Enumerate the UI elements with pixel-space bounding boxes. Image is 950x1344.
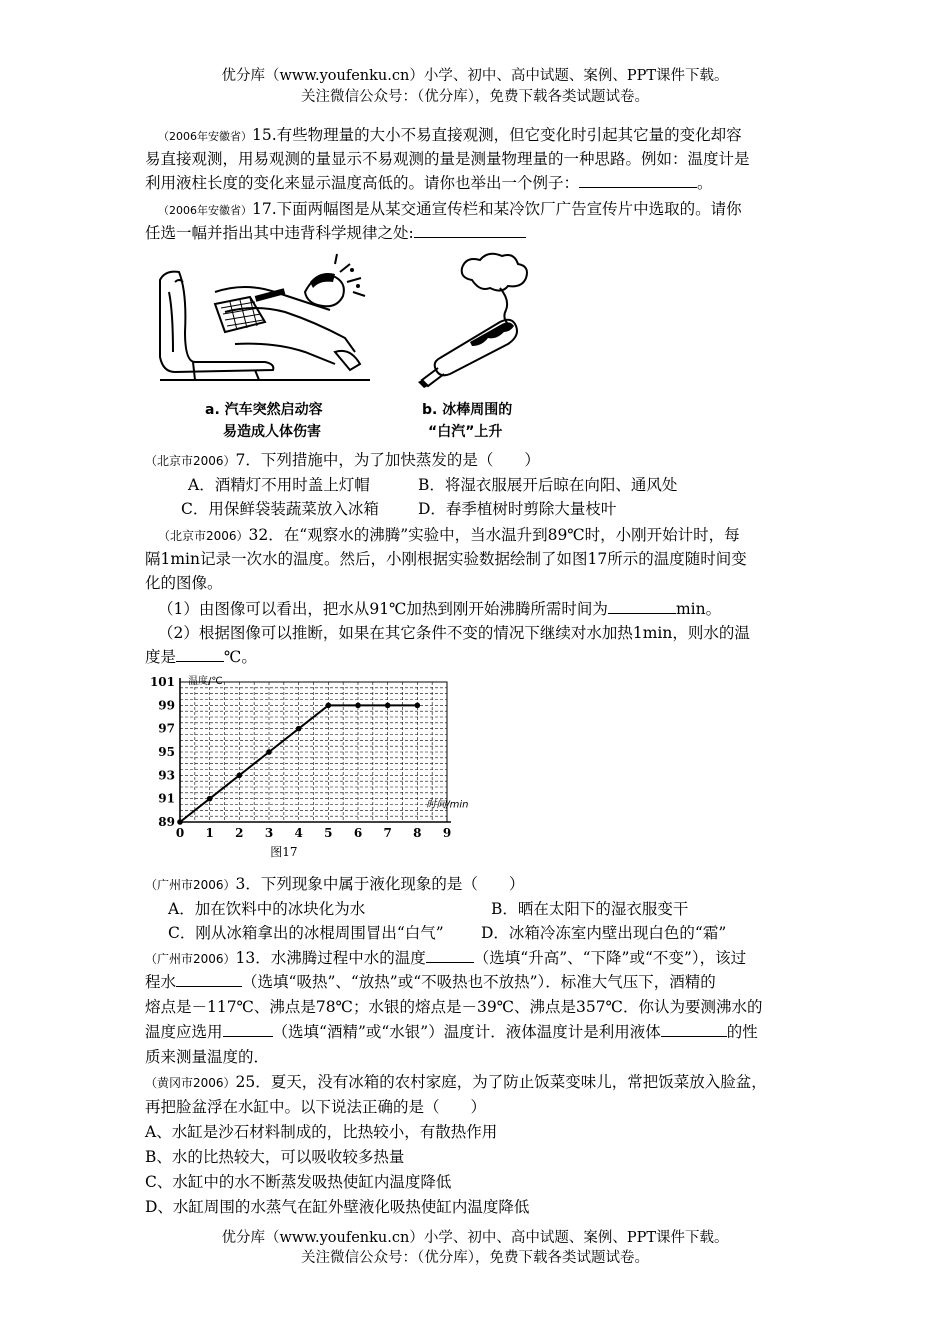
- x-tick-label: 6: [353, 826, 363, 840]
- bj7-option-d[interactable]: D．春季植树时剪除大量枝叶: [418, 500, 617, 518]
- q15-line-2: 易直接观测，用易观测的量显示不易观测的量是测量物理量的一种思路。例如：温度计是: [145, 150, 750, 168]
- x-tick-label: 4: [294, 826, 303, 840]
- gz3-option-b[interactable]: B．晒在太阳下的湿衣服变干: [491, 900, 689, 918]
- bj32-sub2b-text: 度是: [145, 648, 177, 666]
- data-point: [385, 703, 391, 709]
- data-point: [207, 796, 213, 802]
- gz13-text-4c: 的性: [726, 1023, 758, 1041]
- popsicle-illustration: [410, 250, 550, 390]
- y-tick-label: 101: [150, 675, 175, 689]
- x-axis-label: 时间/min: [426, 799, 469, 811]
- gz13-text-4a: 温度应选用: [145, 1023, 223, 1041]
- gz13-text-1a: 13．水沸腾过程中水的温度: [235, 949, 426, 967]
- q15-line-1: [158, 124, 742, 148]
- bj7-option-a[interactable]: A．酒精灯不用时盖上灯帽: [188, 476, 370, 494]
- gz13-text-4b: （选填“酒精”或“水银”）温度计．液体温度计是利用液体: [272, 1023, 661, 1041]
- bj7-option-c[interactable]: C．用保鲜袋装蔬菜放入冰箱: [181, 500, 379, 518]
- gz13-source: （广州市2006）: [145, 952, 236, 966]
- bj32-sub2-blank[interactable]: [176, 647, 224, 662]
- footer-line-1: 优分库（www.youfenku.cn）小学、初中、高中试题、案例、PPT课件下载。: [221, 1230, 729, 1246]
- hg25-option-a[interactable]: A、水缸是沙石材料制成的，比热较小，有散热作用: [145, 1123, 498, 1141]
- header-line-1: 优分库（www.youfenku.cn）小学、初中、高中试题、案例、PPT课件下载。: [221, 68, 729, 84]
- bj7-source: （北京市2006）: [145, 454, 236, 468]
- caption-a-1: a. 汽车突然启动容: [205, 402, 323, 418]
- hg25-option-c[interactable]: C、水缸中的水不断蒸发吸热使缸内温度降低: [145, 1173, 452, 1191]
- data-point: [177, 819, 183, 825]
- q17-source: （2006年安徽省）: [158, 204, 252, 217]
- data-point: [326, 703, 332, 709]
- gz3-option-d[interactable]: D．冰箱冷冻室内壁出现白色的“霜”: [481, 924, 727, 942]
- gz3-option-a[interactable]: A．加在饮料中的冰块化为水: [168, 900, 366, 918]
- bj7-stem: [145, 449, 540, 472]
- x-tick-label: 7: [383, 826, 392, 840]
- bj32-line-2: 隔1min记录一次水的温度。然后，小刚根据实验数据绘制了如图17所示的温度随时间变: [145, 550, 747, 568]
- bj32-sub-2b: [145, 646, 257, 668]
- data-point: [266, 749, 272, 755]
- bj32-text-1: 32．在“观察水的沸腾”实验中，当水温升到89℃时，小刚开始计时，每: [248, 526, 740, 544]
- bj32-line-1: [158, 524, 740, 547]
- y-tick-label: 97: [158, 721, 175, 736]
- q15-text-3: 利用液柱长度的变化来显示温度高低的。请你也举出一个例子：: [145, 174, 580, 192]
- bj32-sub1-blank[interactable]: [608, 599, 676, 614]
- data-point: [355, 703, 361, 709]
- bj32-source: （北京市2006）: [158, 529, 249, 543]
- chart-tick-labels: [150, 674, 468, 859]
- x-tick-label: 3: [264, 826, 274, 840]
- gz3-option-c[interactable]: C．刚从冰箱拿出的冰棍周围冒出“白气”: [168, 924, 444, 942]
- q15-source: （2006年安徽省）: [158, 130, 252, 143]
- q17-answer-blank[interactable]: [414, 223, 526, 238]
- gz13-blank-1[interactable]: [426, 948, 474, 963]
- bj32-sub1-text: （1）由图像可以看出，把水从91℃加热到刚开始沸腾所需时间为: [158, 600, 608, 618]
- gz13-line-3: 熔点是－117℃、沸点是78℃；水银的熔点是－39℃、沸点是357℃．你认为要测沸水的: [145, 998, 763, 1016]
- y-tick-label: 89: [158, 815, 175, 829]
- caption-a-2: 易造成人体伤害: [223, 424, 321, 440]
- gz13-line-5: 质来测量温度的．: [145, 1048, 270, 1066]
- q17-text-1: 17.下面两幅图是从某交通宣传栏和某冷饮厂广告宣传片中选取的。请你: [252, 200, 742, 218]
- x-tick-label: 9: [442, 826, 452, 840]
- q15-end: 。: [697, 174, 713, 192]
- footer-line-2: 关注微信公众号：（优分库），免费下载各类试题试卷。: [301, 1250, 649, 1266]
- x-tick-label: 2: [235, 826, 244, 840]
- gz13-line-4: [145, 1021, 758, 1043]
- data-point: [237, 773, 243, 779]
- temperature-time-chart: [150, 670, 490, 860]
- gz13-text-1b: （选填“升高”、“下降”或“不变”），该过: [473, 949, 747, 967]
- x-tick-label: 1: [205, 826, 214, 840]
- y-axis-label: 温度/℃: [188, 676, 223, 687]
- gz13-text-2b: （选填“吸热”、“放热”或“不吸热也不放热”）．标准大气压下，酒精的: [242, 973, 716, 991]
- q15-line-3: [145, 172, 713, 194]
- y-tick-label: 93: [158, 768, 175, 783]
- q17-line-1: [158, 198, 742, 222]
- gz13-blank-2[interactable]: [176, 972, 242, 987]
- data-point: [296, 726, 302, 732]
- gz13-blank-3[interactable]: [223, 1022, 273, 1037]
- bj32-line-3: 化的图像。: [145, 574, 223, 592]
- hg25-line-2: 再把脸盆浮在水缸中。以下说法正确的是（ ）: [145, 1098, 487, 1116]
- hg25-option-d[interactable]: D、水缸周围的水蒸气在缸外壁液化吸热使缸内温度降低: [145, 1198, 530, 1216]
- y-tick-label: 95: [158, 745, 175, 759]
- gz13-text-2a: 程水: [145, 973, 177, 991]
- hg25-source: （黄冈市2006）: [145, 1076, 236, 1090]
- hg25-option-b[interactable]: B、水的比热较大，可以吸收较多热量: [145, 1148, 405, 1166]
- car-start-illustration: [155, 252, 375, 387]
- gz13-blank-4[interactable]: [661, 1022, 727, 1037]
- bj7-text: 7．下列措施中，为了加快蒸发的是（ ）: [235, 451, 540, 469]
- q17-text-2: 任选一幅并指出其中违背科学规律之处:: [145, 224, 414, 242]
- gz3-stem: [145, 873, 524, 896]
- q15-answer-blank[interactable]: [579, 173, 697, 188]
- y-tick-label: 91: [158, 791, 175, 806]
- hg25-line-1: [145, 1071, 767, 1094]
- bj32-sub-2: （2）根据图像可以推断，如果在其它条件不变的情况下继续对水加热1min，则水的温: [158, 624, 750, 642]
- chart-caption: 图17: [270, 845, 298, 859]
- x-tick-label: 8: [413, 826, 422, 840]
- data-point: [415, 703, 421, 709]
- bj32-sub-1: [158, 598, 721, 620]
- gz13-line-2: [145, 971, 716, 993]
- hg25-text-1: 25．夏天，没有冰箱的农村家庭，为了防止饭菜变味儿，常把饭菜放入脸盆，: [235, 1073, 767, 1091]
- bj32-sub1-end: min。: [675, 600, 722, 618]
- gz3-text: 3．下列现象中属于液化现象的是（ ）: [235, 875, 525, 893]
- bj32-sub2-end: ℃。: [224, 648, 257, 666]
- caption-b-2: “白汽”上升: [428, 424, 503, 440]
- x-tick-label: 0: [175, 826, 185, 840]
- x-tick-label: 5: [324, 826, 333, 840]
- y-tick-label: 99: [158, 698, 175, 713]
- bj7-option-b[interactable]: B．将湿衣服展开后晾在向阳、通风处: [418, 476, 678, 494]
- header-line-2: 关注微信公众号：（优分库），免费下载各类试题试卷。: [301, 89, 649, 105]
- gz13-line-1: [145, 947, 746, 970]
- chart-grid: [180, 682, 447, 822]
- q17-line-2: [145, 222, 526, 244]
- gz3-source: （广州市2006）: [145, 878, 236, 892]
- caption-b-1: b. 冰棒周围的: [422, 402, 513, 418]
- q15-text-1: 15.有些物理量的大小不易直接观测，但它变化时引起其它量的变化却容: [252, 126, 742, 144]
